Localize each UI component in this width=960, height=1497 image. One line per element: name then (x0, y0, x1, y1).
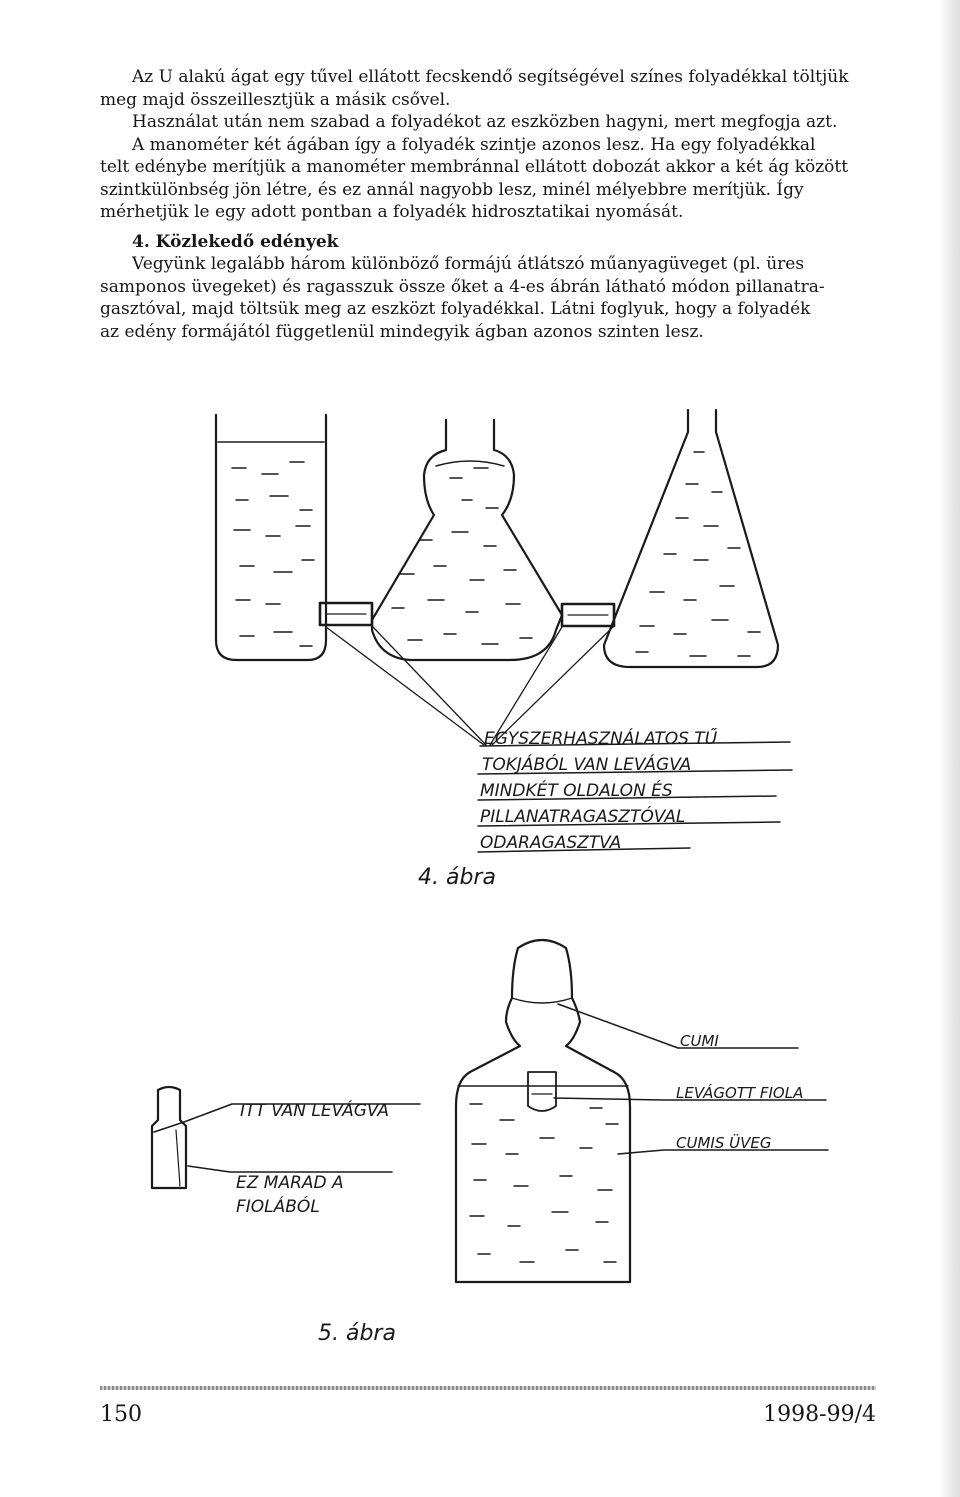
fig4-caption: 4. ábra (418, 865, 496, 890)
page-number: 150 (100, 1402, 142, 1427)
fig5-leader-cumi (558, 1004, 798, 1048)
p3-line2: telt edénybe merítjük a manométer membránnal ellátott dobozát akkor a két ág között (100, 157, 849, 177)
fig4-cone-vessel (604, 410, 778, 667)
fig5-leader-remain (188, 1166, 392, 1172)
fig5-label-fiola: LEVÁGOTT FIOLA (676, 1084, 804, 1102)
fig4-note-line1: EGYSZERHASZNÁLATOS TŰ (484, 729, 718, 749)
s-line1: Vegyünk legalább három különböző formájú átlátszó műanyagüveget (pl. üres (132, 254, 805, 274)
fig4-connector-left (320, 603, 372, 625)
fig5-vial (152, 1087, 186, 1188)
s-line2: samponos üvegeket) és ragasszuk össze őket a 4-es ábrán látható módon pillanatra- (100, 276, 825, 297)
fig4-liquid-dashes (232, 452, 760, 656)
p3-line3: szintkülönbség jön létre, és ez annál nagyobb lesz, minél mélyebbre merítjük. Így (100, 179, 804, 200)
fig4-note-line5: ODARAGASZTVA (480, 833, 622, 853)
footer-rule (100, 1386, 876, 1390)
fig4-connector-right (562, 604, 614, 626)
p1-line2: meg majd összeillesztjük a másik csővel. (100, 89, 451, 110)
fig4-note-line2: TOKJÁBÓL VAN LEVÁGVA (482, 755, 692, 775)
fig5-label-cumi: CUMI (680, 1032, 719, 1050)
section-heading: 4. Közlekedő edények (132, 231, 339, 252)
s-line4: az edény formájától függetlenül mindegyik ágban azonos szinten lesz. (100, 321, 704, 342)
p1-line1: Az U alakú ágat egy tűvel ellátott fecskendő segítségével színes folyadékkal töltjük (132, 67, 849, 87)
fig4-leader-lines (326, 626, 614, 745)
fig4-note-line4: PILLANATRAGASZTÓVAL (480, 807, 686, 827)
p2-line1: Használat után nem szabad a folyadékot az eszközben hagyni, mert megfogja azt. (132, 112, 838, 132)
fig4-bottle-vessel (372, 420, 562, 660)
fig5-label-uveg: CUMIS ÜVEG (676, 1134, 772, 1152)
fig5-label-bottom-1: EZ MARAD A (236, 1173, 344, 1193)
issue-label: 1998-99/4 (763, 1402, 876, 1427)
fig4-note-line3: MINDKÉT OLDALON ÉS (480, 781, 673, 801)
fig5-liquid-dashes (470, 1104, 618, 1262)
fig5-label-bottom-2: FIOLÁBÓL (236, 1197, 320, 1217)
p3-line1: A manométer két ágában így a folyadék szintje azonos lesz. Ha egy folyadékkal (132, 134, 816, 155)
fig5-label-top: ITT VAN LEVÁGVA (240, 1101, 390, 1121)
s-line3: gasztóval, majd töltsük meg az eszközt folyadékkal. Látni foglyuk, hogy a folyadék (100, 299, 811, 319)
fig4-cylinder-vessel (216, 415, 326, 660)
fig5-caption: 5. ábra (318, 1321, 396, 1346)
p3-line4: mérhetjük le egy adott pontban a folyadék hidrosztatikai nyomását. (100, 202, 684, 222)
fig5-nipple-bottle (456, 940, 630, 1282)
